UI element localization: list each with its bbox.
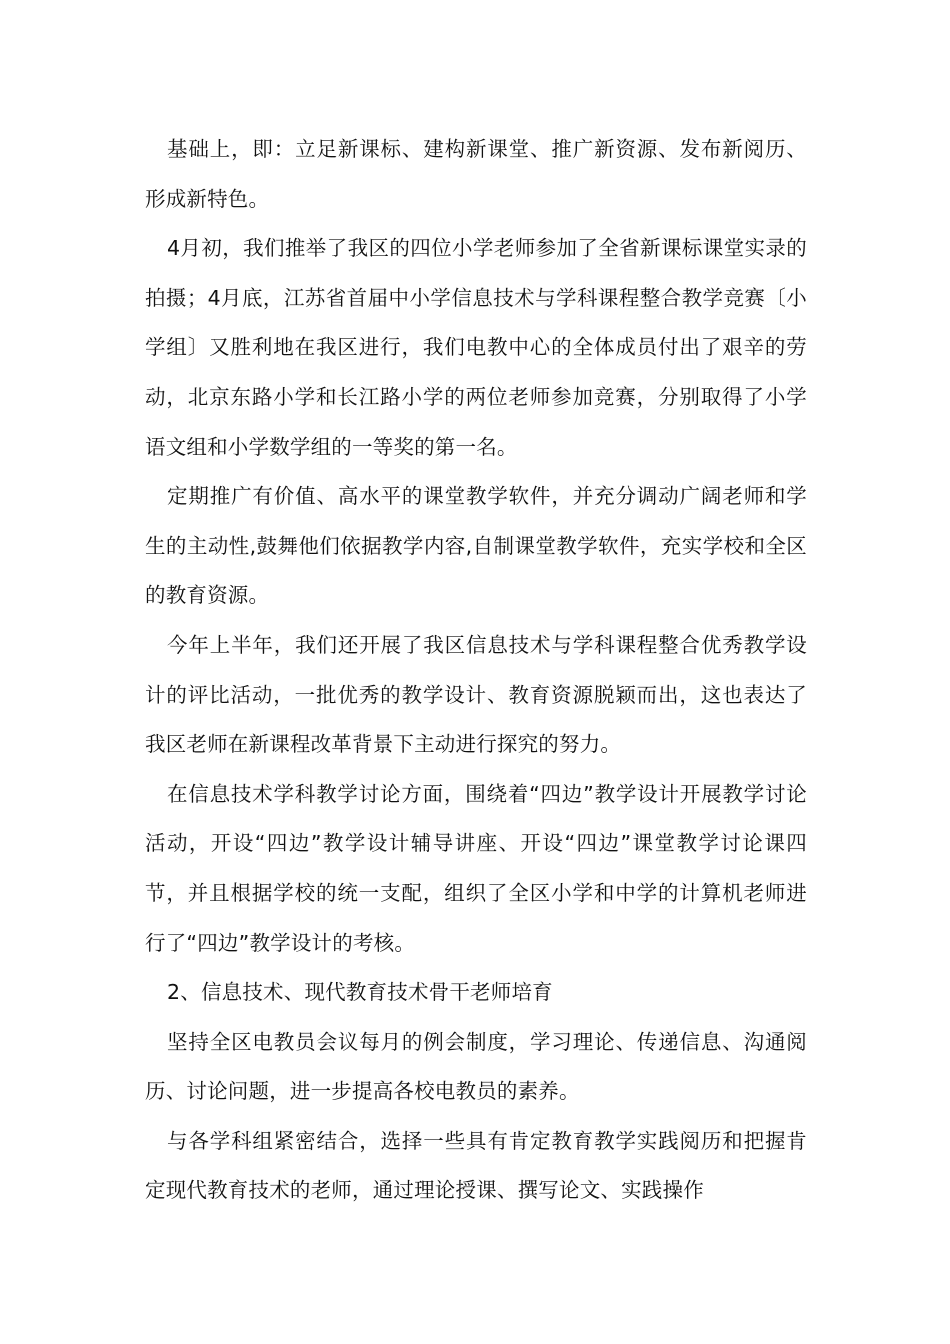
paragraph-3: 定期推广有价值、高水平的课堂教学软件，并充分调动广阔老师和学生的主动性,鼓舞他们依据教学内容,自制课堂教学软件，充实学校和全区的教育资源。 (145, 484, 807, 608)
document-body (145, 125, 807, 1216)
paragraph-7: 与各学科组紧密结合，选择一些具有肯定教育教学实践阅历和把握肯定现代教育技术的老师，通过理论授课、撰写论文、实践操作 (145, 1128, 807, 1203)
paragraph-2: 4月初，我们推举了我区的四位小学老师参加了全省新课标课堂实录的拍摄；4月底，江苏省首届中小学信息技术与学科课程整合教学竞赛〔小学组〕又胜利地在我区进行，我们电教中心的全体成员付出了艰辛的劳动，北京东路小学和长江路小学的两位老师参加竞赛，分别取得了小学语文组和小学数学组的一等奖的第一名。 (145, 236, 807, 459)
paragraph-6: 坚持全区电教员会议每月的例会制度，学习理论、传递信息、沟通阅历、讨论问题，进一步提高各校电教员的素养。 (145, 1029, 807, 1104)
paragraph-1: 基础上，即：立足新课标、建构新课堂、推广新资源、发布新阅历、形成新特色。 (145, 137, 807, 211)
paragraph-4: 今年上半年，我们还开展了我区信息技术与学科课程整合优秀教学设计的评比活动，一批优秀的教学设计、教育资源脱颖而出，这也表达了我区老师在新课程改革背景下主动进行探究的努力。 (145, 632, 807, 757)
paragraph-5: 在信息技术学科教学讨论方面，围绕着“四边”教学设计开展教学讨论活动，开设“四边”教学设计辅导讲座、开设“四边”课堂教学讨论课四节，并且根据学校的统一支配，组织了全区小学和中学的计算机老师进行了“四边”教学设计的考核。 (145, 781, 807, 955)
section-heading: 2、信息技术、现代教育技术骨干老师培育 (167, 980, 553, 1005)
